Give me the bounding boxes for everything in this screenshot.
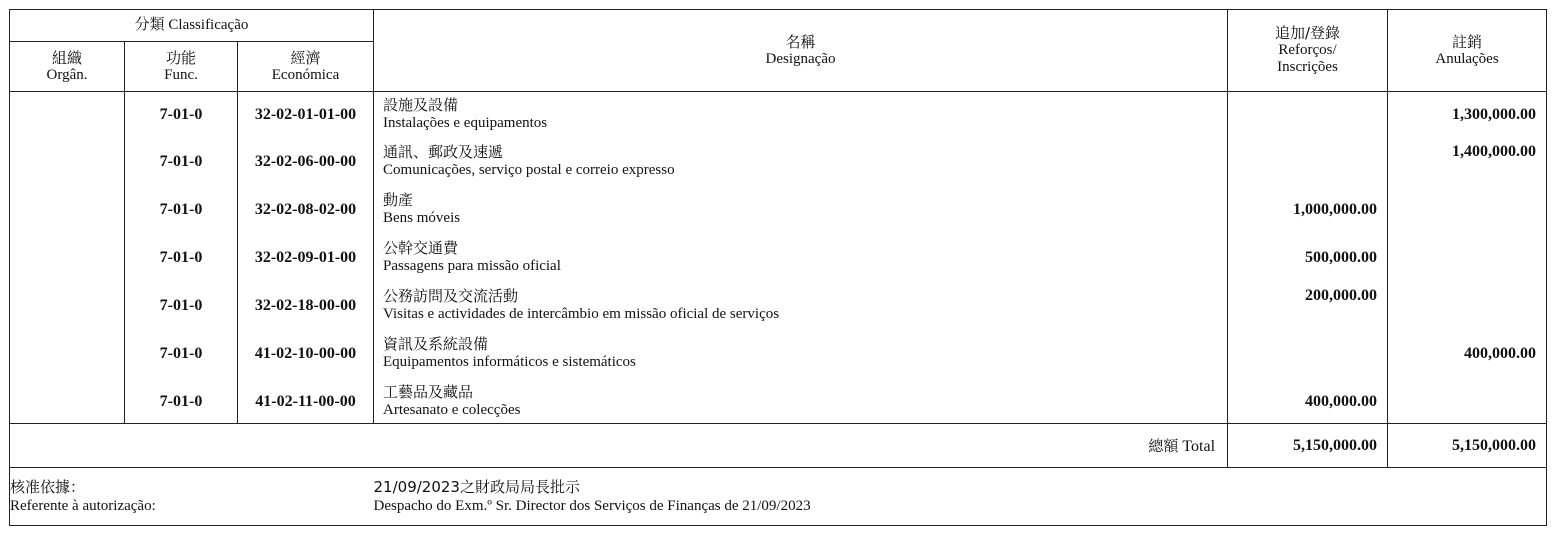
table-row [10, 139, 1547, 187]
reforcos-header-pt2: Inscrições [1277, 59, 1338, 75]
designation-header-pt: Designação [765, 50, 836, 67]
designation-pt: Visitas e actividades de intercâmbio em missão oficial de serviços [383, 305, 780, 322]
econ-header [238, 42, 374, 92]
reforcos-amount: 400,000.00 [1228, 379, 1388, 424]
total-label-zh: 總額 [1148, 437, 1179, 455]
designation-cell [374, 379, 1228, 424]
designation-pt: Artesanato e colecções [383, 401, 521, 418]
designation-pt: Instalações e equipamentos [383, 115, 548, 131]
func-code: 7-01-0 [125, 235, 238, 283]
reforcos-header [1228, 10, 1388, 92]
anulacoes-header-pt: Anulações [1435, 50, 1499, 67]
econ-code: 32-02-06-00-00 [238, 139, 374, 187]
anulacoes-header-zh: 註銷 [1452, 32, 1483, 51]
budget-table [9, 9, 1547, 526]
total-label-cell [10, 424, 1228, 468]
authorization-text-cell [374, 468, 1547, 526]
reforcos-amount [1228, 92, 1388, 139]
reforcos-amount [1228, 139, 1388, 187]
organ-cell [10, 235, 125, 283]
anulacoes-amount: 1,400,000.00 [1388, 139, 1547, 187]
header-row-top [10, 10, 1547, 42]
anulacoes-header [1388, 10, 1547, 92]
econ-code: 32-02-01-01-00 [238, 92, 374, 139]
total-row [10, 424, 1547, 468]
classification-label: 分類 Classificação [134, 17, 249, 33]
classification-header [10, 10, 374, 42]
econ-code: 32-02-08-02-00 [238, 187, 374, 235]
table-row [10, 379, 1547, 424]
designation-cell [374, 92, 1228, 139]
authorization-text-pt: Despacho do Exm.º Sr. Director dos Serviços de Finanças de 21/09/2023 [373, 497, 811, 514]
reforcos-amount: 1,000,000.00 [1228, 187, 1388, 235]
func-code: 7-01-0 [125, 187, 238, 235]
anulacoes-amount: 1,300,000.00 [1388, 92, 1547, 139]
designation-header-zh: 名稱 [785, 32, 816, 51]
authorization-label-pt: Referente à autorização: [10, 497, 156, 514]
designation-zh: 通訊、郵政及速遞 [383, 142, 504, 161]
designation-cell [374, 235, 1228, 283]
func-code: 7-01-0 [125, 92, 238, 139]
authorization-text-zh: 21/09/2023之財政局局長批示 [373, 477, 580, 496]
econ-code: 32-02-09-01-00 [238, 235, 374, 283]
table-row [10, 235, 1547, 283]
organ-cell [10, 283, 125, 331]
designation-pt: Bens móveis [383, 209, 461, 226]
table-row [10, 187, 1547, 235]
func-code: 7-01-0 [125, 139, 238, 187]
anulacoes-amount [1388, 187, 1547, 235]
func-code: 7-01-0 [125, 283, 238, 331]
econ-header-pt: Económica [271, 66, 340, 83]
func-code: 7-01-0 [125, 379, 238, 424]
total-reforcos: 5,150,000.00 [1228, 424, 1388, 468]
total-label-pt: Total [1182, 438, 1216, 455]
designation-pt: Comunicações, serviço postal e correio expresso [383, 161, 675, 178]
organ-cell [10, 187, 125, 235]
table-row [10, 92, 1547, 139]
func-code: 7-01-0 [125, 331, 238, 379]
authorization-row [10, 468, 1547, 526]
organ-cell [10, 92, 125, 139]
designation-zh: 資訊及系統設備 [383, 334, 489, 353]
designation-zh: 動產 [383, 190, 414, 209]
designation-cell [374, 283, 1228, 331]
designation-cell [374, 139, 1228, 187]
econ-code: 32-02-18-00-00 [238, 283, 374, 331]
designation-pt: Passagens para missão oficial [383, 257, 561, 274]
authorization-label-cell [10, 468, 374, 526]
func-header-zh: 功能 [165, 48, 196, 67]
econ-code: 41-02-11-00-00 [238, 379, 374, 424]
func-header-pt: Func. [164, 66, 198, 83]
anulacoes-amount [1388, 379, 1547, 424]
total-anulacoes: 5,150,000.00 [1388, 424, 1547, 468]
reforcos-amount: 500,000.00 [1228, 235, 1388, 283]
table-row [10, 331, 1547, 379]
reforcos-header-zh: 追加/登錄 [1274, 24, 1341, 42]
designation-pt: Equipamentos informáticos e sistemáticos [383, 353, 636, 370]
designation-header [374, 10, 1228, 92]
organ-cell [10, 331, 125, 379]
econ-header-zh: 經濟 [290, 48, 321, 67]
designation-zh: 公幹交通費 [383, 238, 459, 257]
reforcos-amount: 200,000.00 [1228, 283, 1388, 331]
organ-cell [10, 379, 125, 424]
organ-cell [10, 139, 125, 187]
func-header [125, 42, 238, 92]
designation-cell [374, 331, 1228, 379]
organ-header-zh: 組織 [51, 48, 82, 67]
econ-code: 41-02-10-00-00 [238, 331, 374, 379]
designation-zh: 設施及設備 [383, 96, 459, 114]
designation-cell [374, 187, 1228, 235]
authorization-label-zh: 核准依據： [10, 477, 86, 496]
anulacoes-amount [1388, 235, 1547, 283]
anulacoes-amount [1388, 283, 1547, 331]
organ-header-pt: Orgân. [46, 66, 88, 83]
table-row [10, 283, 1547, 331]
anulacoes-amount: 400,000.00 [1388, 331, 1547, 379]
designation-zh: 工藝品及藏品 [383, 382, 474, 401]
organ-header [10, 42, 125, 92]
reforcos-amount [1228, 331, 1388, 379]
designation-zh: 公務訪問及交流活動 [383, 286, 519, 305]
reforcos-header-pt1: Reforços/ [1278, 42, 1337, 58]
